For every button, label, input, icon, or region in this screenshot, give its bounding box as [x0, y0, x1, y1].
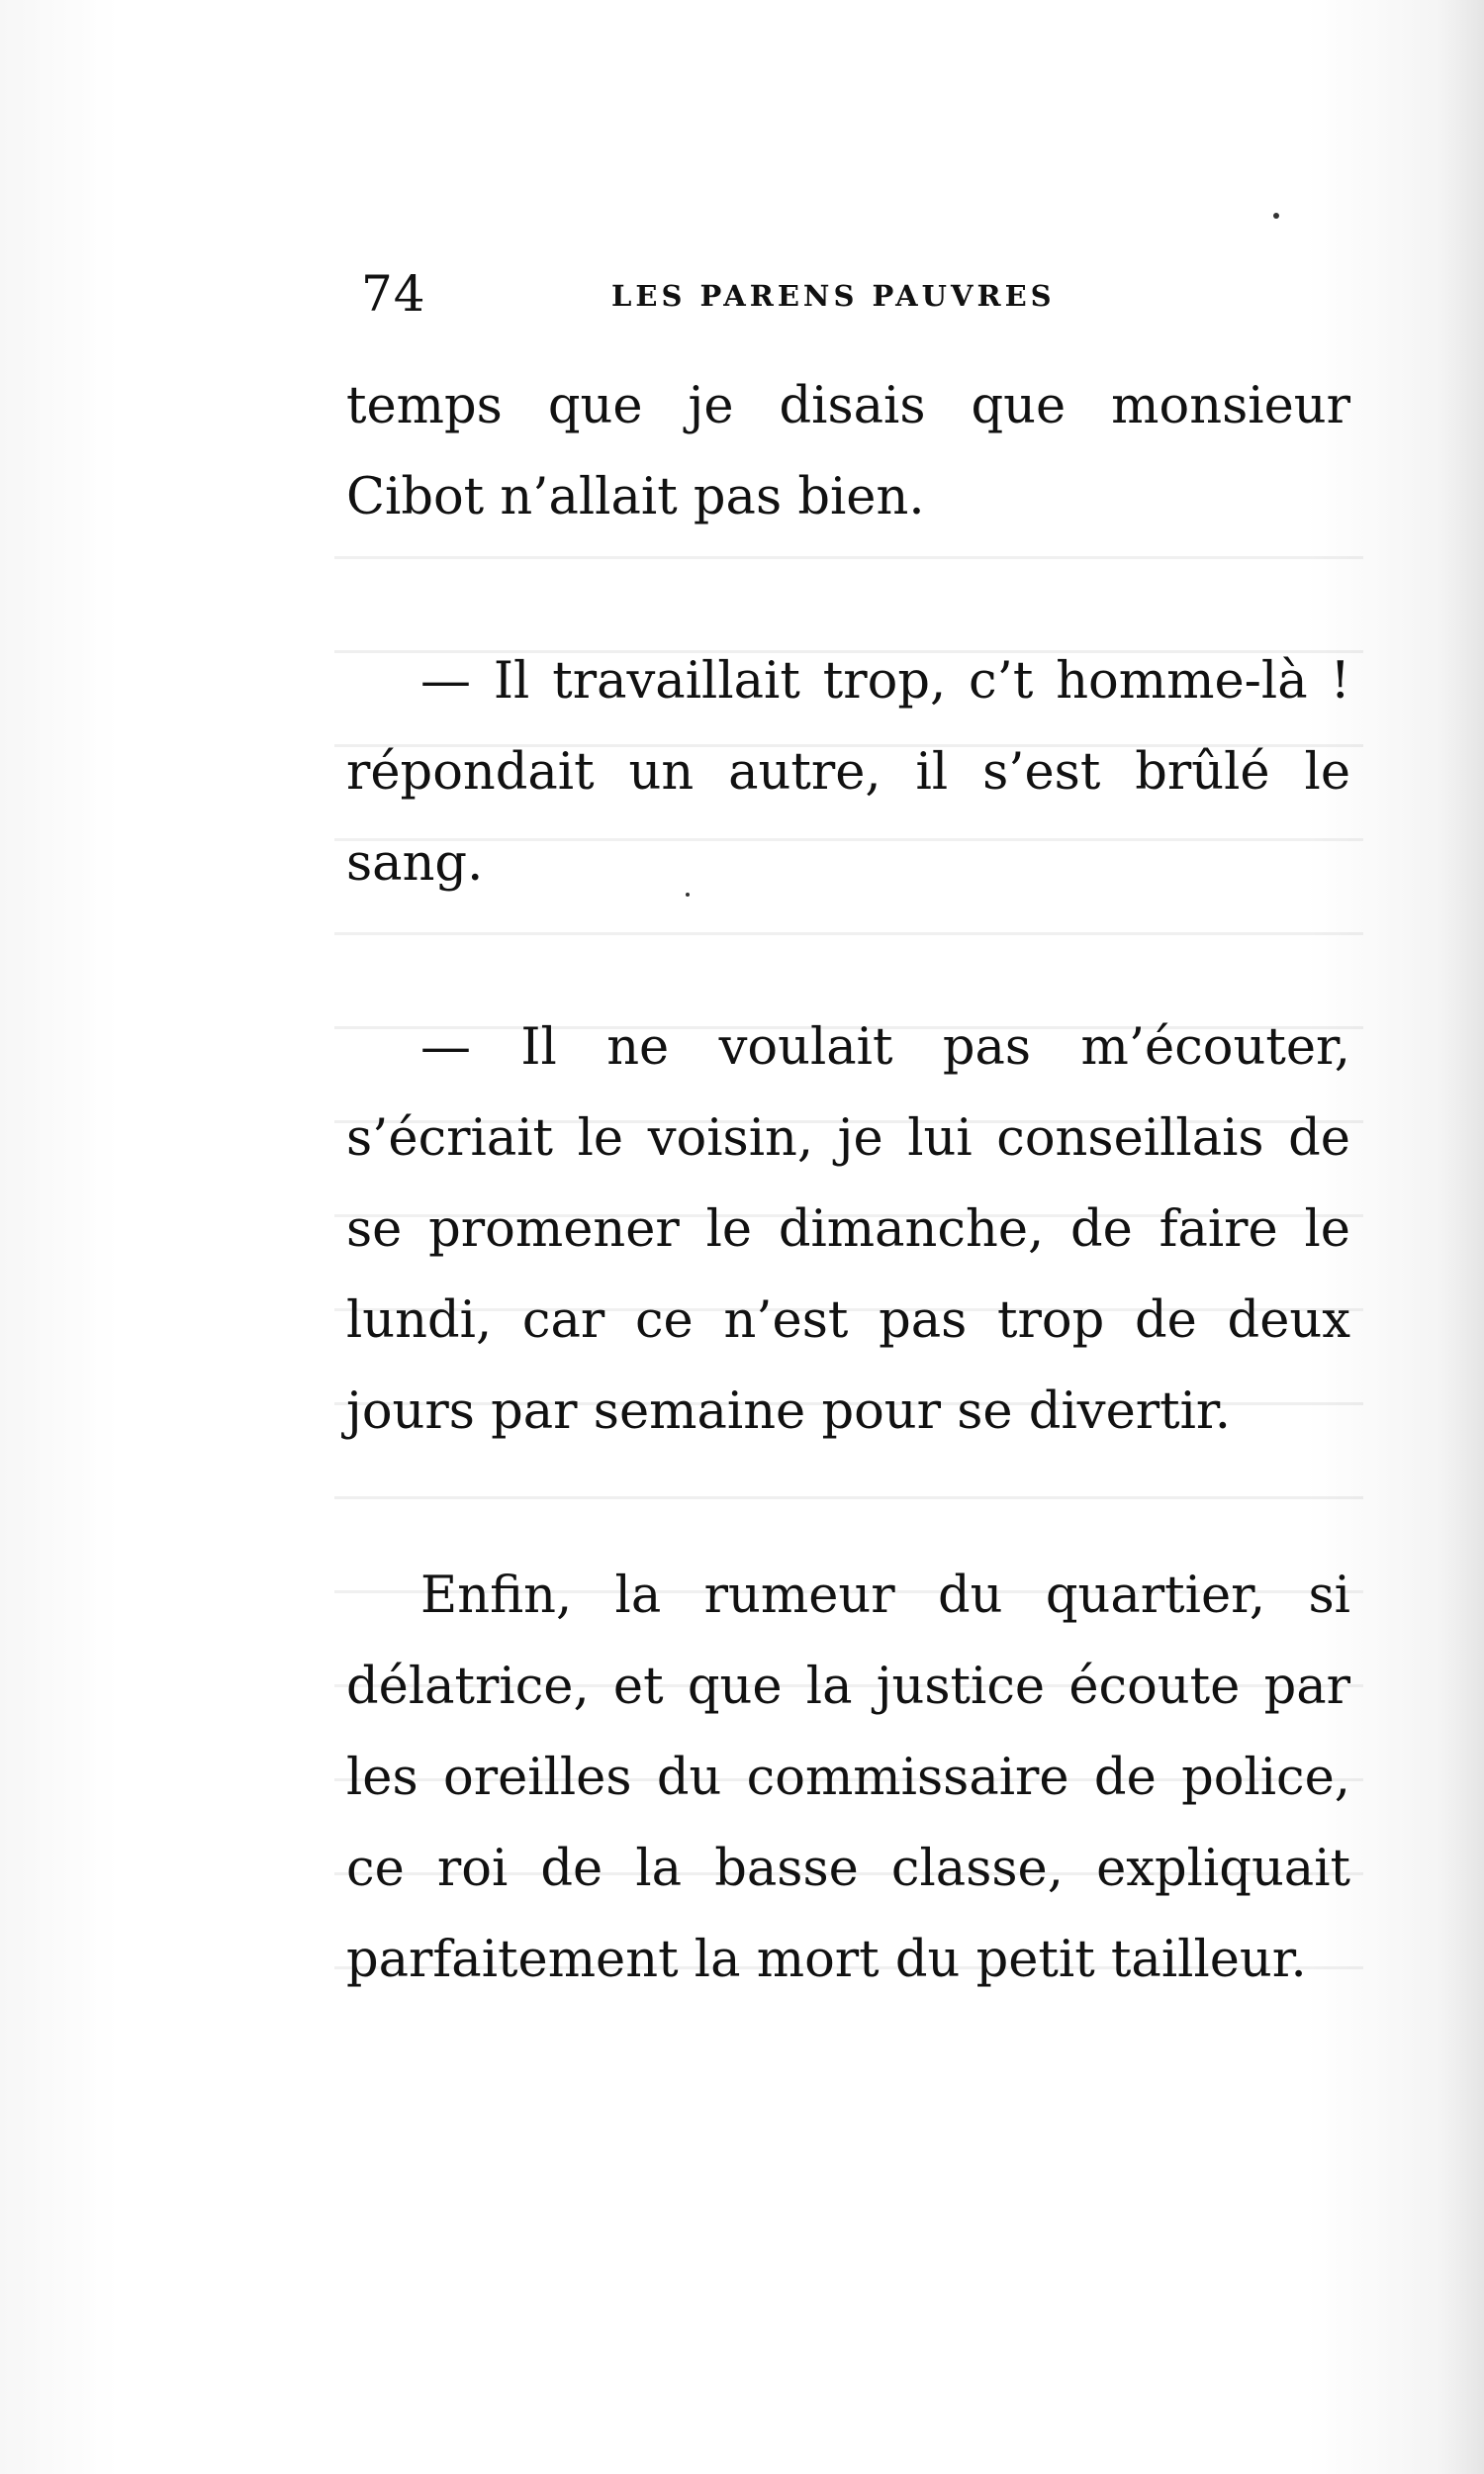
page-number: 74: [361, 265, 426, 323]
ink-speck: [1273, 213, 1279, 219]
page-edge-shadow: [1439, 0, 1484, 2474]
paragraph-2: — Il travaillait trop, c’t homme-là ! répondait un autre, il s’est brûlé le sang.: [346, 652, 1350, 893]
paragraph-3: — Il ne voulait pas m’écouter, s’écriait le voisin, je lui conseillais de se promener le dimanche, de faire le lundi, car ce n’est pas trop de deux jours par semaine pour se divertir.: [346, 1018, 1350, 1441]
running-title: LES PARENS PAUVRES: [611, 279, 1056, 313]
paragraph-1: temps que je disais que monsieur Cibot n’allait pas bien.: [346, 377, 1350, 526]
paragraph-4: Enfin, la rumeur du quartier, si délatrice, et que la justice écoute par les oreilles du commissaire de police, ce roi de la basse classe, expliquait parfaitement la mort du petit tailleur.: [346, 1567, 1350, 1989]
page-header: [346, 259, 1078, 338]
body-text: [346, 361, 1350, 2006]
